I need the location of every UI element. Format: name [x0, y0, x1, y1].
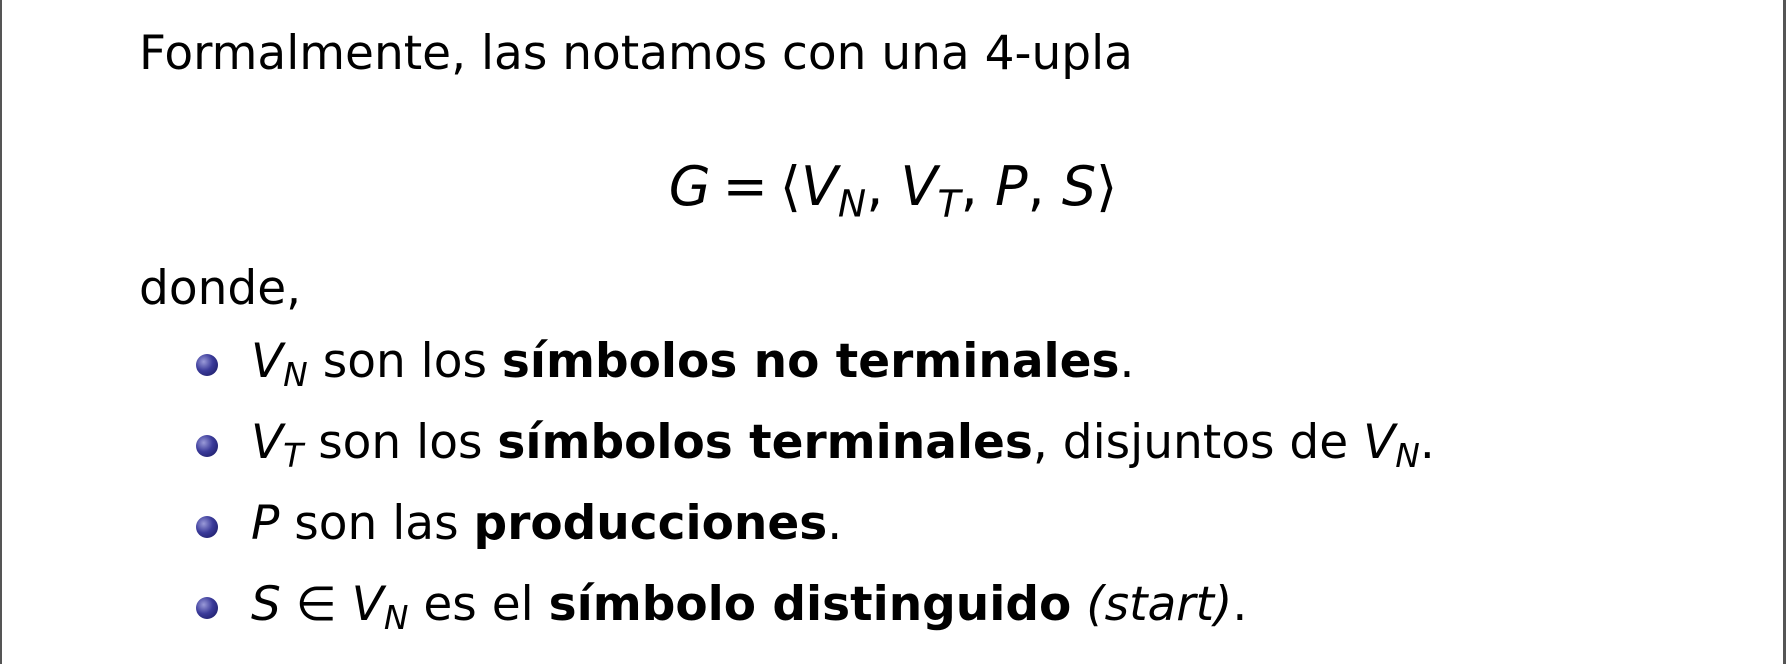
list-item-text [251, 496, 843, 551]
bold-term: producciones [473, 496, 828, 551]
symbol-v: V [251, 334, 284, 389]
formula-open-bracket: ⟨ [779, 155, 801, 218]
list-item-text [251, 577, 1248, 638]
bullet-icon [196, 516, 218, 538]
list-item-text [251, 334, 1135, 395]
italic-term: (start) [1071, 577, 1233, 632]
symbol-v: V [1363, 415, 1396, 470]
plain-text: . [1419, 415, 1435, 470]
bullet-icon [196, 597, 218, 619]
formula-vn-symbol: V [800, 155, 838, 218]
formula-equals: = [722, 155, 768, 218]
grammar-formula [0, 155, 1786, 226]
formula-comma-3: , [1027, 155, 1045, 218]
symbol-v: V [251, 415, 284, 470]
formula-comma-2: , [960, 155, 978, 218]
plain-text: son los [307, 334, 502, 389]
formula-vn-subscript: N [837, 181, 867, 226]
formula-g: G [668, 155, 711, 218]
subscript-n: N [383, 598, 409, 638]
donde-text: donde, [139, 261, 302, 316]
element-of-symbol: ∈ [280, 577, 352, 632]
plain-text: . [1232, 577, 1248, 632]
list-item-text [251, 415, 1435, 476]
bullet-icon [196, 435, 218, 457]
bullet-icon [196, 354, 218, 376]
subscript-t: T [283, 436, 304, 476]
formula-comma-1: , [866, 155, 884, 218]
symbol-s: S [251, 577, 281, 632]
formula-vt-symbol: V [900, 155, 938, 218]
plain-text: , disjuntos de [1032, 415, 1364, 470]
bold-term: símbolo distinguido [548, 577, 1072, 632]
intro-text: Formalmente, las notamos con una 4-upla [139, 26, 1133, 81]
subscript-n: N [1395, 436, 1420, 476]
formula-close-bracket: ⟩ [1096, 155, 1118, 218]
bold-term: símbolos no terminales [501, 334, 1120, 389]
symbol-v: V [351, 577, 384, 632]
formula-vt-subscript: T [937, 181, 961, 226]
plain-text: . [827, 496, 843, 551]
plain-text: es el [408, 577, 549, 632]
plain-text: son los [303, 415, 498, 470]
slide-frame-left [0, 0, 2, 664]
subscript-n: N [283, 355, 308, 395]
symbol-p: P [251, 496, 280, 551]
plain-text: son las [279, 496, 474, 551]
bold-term: símbolos terminales [497, 415, 1033, 470]
formula-s: S [1061, 155, 1097, 218]
plain-text: . [1119, 334, 1135, 389]
formula-p: P [994, 155, 1028, 218]
